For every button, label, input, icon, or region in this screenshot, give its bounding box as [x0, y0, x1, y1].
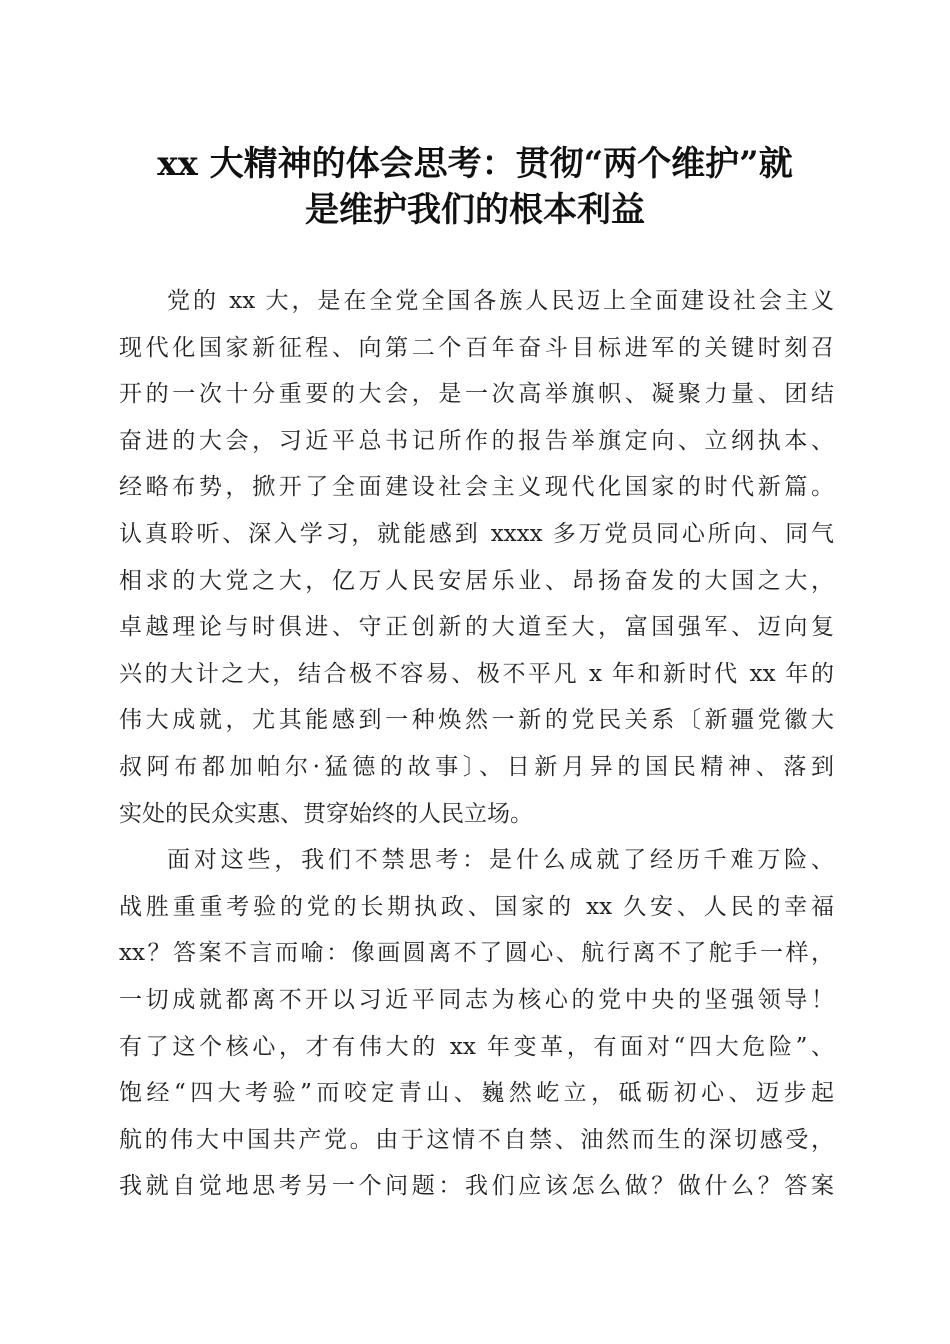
document-body: [119, 278, 834, 1210]
paragraph-line: 相求的大党之大，亿万人民安居乐业、昂扬奋发的大国之大，: [119, 567, 834, 594]
paragraph-line: 开的一次十分重要的大会，是一次高举旗帜、凝聚力量、团结: [119, 381, 834, 408]
title-line-2: 是维护我们的根本利益: [305, 190, 645, 230]
document-title: [100, 141, 850, 233]
paragraph-line: 叔阿布都加帕尔·猛德的故事〕、日新月异的国民精神、落到: [119, 753, 834, 780]
paragraph-line: 现代化国家新征程、向第二个百年奋斗目标进军的关键时刻召: [119, 334, 834, 361]
paragraph-line: 一切成就都离不开以习近平同志为核心的党中央的坚强领导！: [119, 986, 834, 1013]
paragraph-line: 党的 xx 大，是在全党全国各族人民迈上全面建设社会主义: [167, 288, 834, 314]
paragraph-line: 饱经“四大考验”而咬定青山、巍然屹立，砥砺初心、迈步起: [119, 1080, 834, 1107]
title-line-1: xx 大精神的体会思考：贯彻“两个维护”就: [157, 144, 793, 184]
paragraph-line: 卓越理论与时俱进、守正创新的大道至大，富国强军、迈向复: [119, 614, 834, 641]
paragraph-line: 伟大成就，尤其能感到一种焕然一新的党民关系〔新疆党徽大: [119, 707, 834, 734]
paragraph-line: 有了这个核心，才有伟大的 xx 年变革，有面对“四大危险”、: [119, 1033, 834, 1060]
paragraph-line: 实处的民众实惠、贯穿始终的人民立场。: [119, 800, 533, 827]
paragraph-line: 兴的大计之大，结合极不容易、极不平凡 x 年和新时代 xx 年的: [119, 660, 834, 687]
paragraph-line: 面对这些，我们不禁思考：是什么成就了经历千难万险、: [167, 847, 834, 874]
paragraph-2: [119, 837, 834, 1210]
paragraph-line: 航的伟大中国共产党。由于这情不自禁、油然而生的深切感受，: [119, 1126, 834, 1153]
paragraph-line: 经略布势，掀开了全面建设社会主义现代化国家的时代新篇。: [119, 474, 834, 501]
paragraph-line: 战胜重重考验的党的长期执政、国家的 xx 久安、人民的幸福: [119, 893, 834, 920]
paragraph-1: [119, 278, 834, 837]
paragraph-line: 认真聆听、深入学习，就能感到 xxxx 多万党员同心所向、同气: [119, 520, 834, 547]
paragraph-line: xx？答案不言而喻：像画圆离不了圆心、航行离不了舵手一样，: [119, 940, 834, 967]
paragraph-line: 奋进的大会，习近平总书记所作的报告举旗定向、立纲执本、: [119, 427, 834, 454]
paragraph-line: 我就自觉地思考另一个问题：我们应该怎么做？做什么？答案: [119, 1173, 834, 1200]
